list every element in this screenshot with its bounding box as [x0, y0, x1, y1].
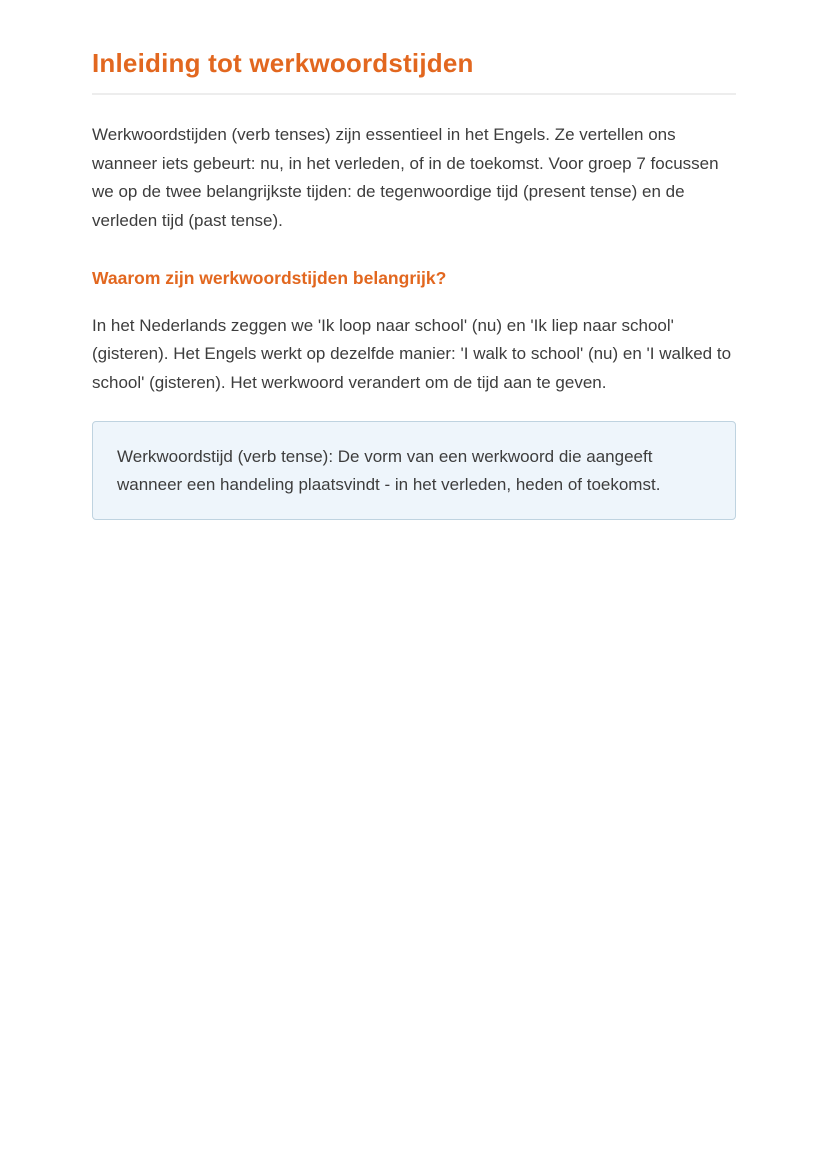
definition-box-text: Werkwoordstijd (verb tense): De vorm van een werkwoord die aangeeft wanneer een handeling plaatsvindt - in het verleden, heden of toekomst.	[117, 447, 661, 494]
page-title: Inleiding tot werkwoordstijden	[92, 48, 736, 95]
definition-box	[92, 421, 736, 520]
section-heading: Waarom zijn werkwoordstijden belangrijk?	[92, 268, 447, 289]
section-paragraph: In het Nederlands zeggen we 'Ik loop naar school' (nu) en 'Ik liep naar school' (gisteren). Het Engels werkt op dezelfde manier: 'I walk to school' (nu) en 'I walked to school' (gisteren). Het werkwoord verandert om de tijd aan te geven.	[92, 315, 732, 392]
intro-paragraph: Werkwoordstijden (verb tenses) zijn essentieel in het Engels. Ze vertellen ons wanneer iets gebeurt: nu, in het verleden, of in de toekomst. Voor groep 7 focussen we op de twee belangrijkste tijden: de tegenwoordige tijd (present tense) en de verleden tijd (past tense).	[92, 125, 719, 230]
